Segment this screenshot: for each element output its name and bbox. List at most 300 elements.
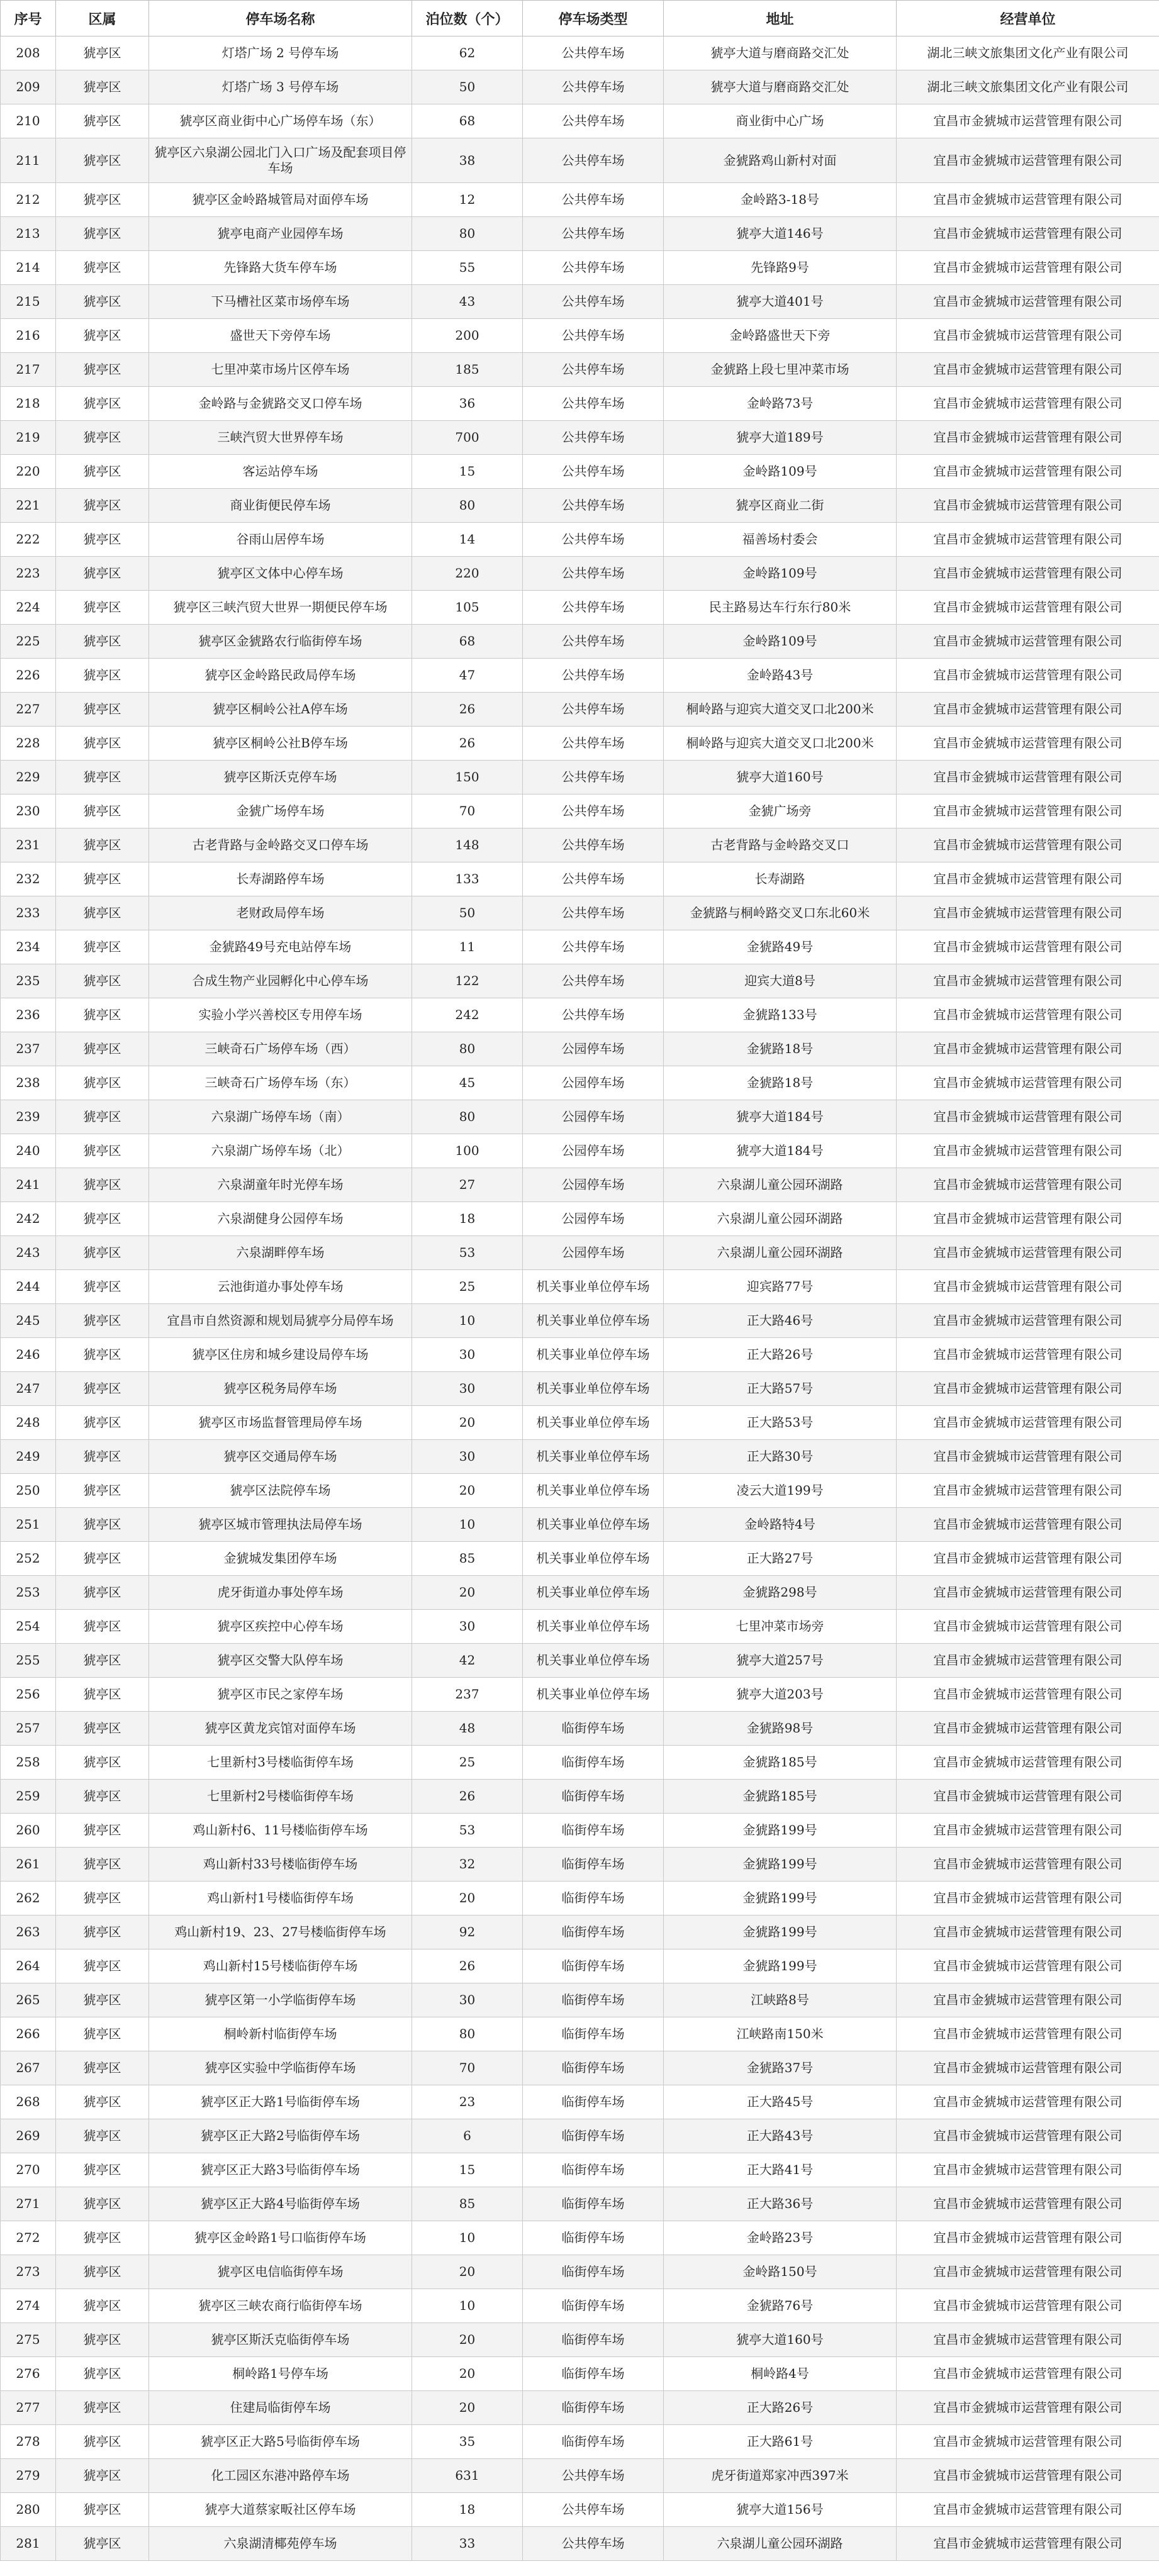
cell-spaces: 36 xyxy=(412,387,523,421)
table-row xyxy=(1,1610,1159,1644)
cell-name: 商业街便民停车场 xyxy=(149,489,412,523)
cell-district: 猇亭区 xyxy=(56,1100,149,1134)
cell-address: 先锋路9号 xyxy=(664,251,897,285)
cell-operator: 宜昌市金猇城市运营管理有限公司 xyxy=(897,1270,1159,1304)
cell-operator: 宜昌市金猇城市运营管理有限公司 xyxy=(897,1848,1159,1882)
cell-district: 猇亭区 xyxy=(56,1474,149,1508)
cell-spaces: 42 xyxy=(412,1644,523,1678)
cell-operator: 宜昌市金猇城市运营管理有限公司 xyxy=(897,2493,1159,2527)
cell-type: 公共停车场 xyxy=(523,2493,664,2527)
cell-index: 222 xyxy=(1,523,56,557)
cell-type: 公共停车场 xyxy=(523,36,664,70)
cell-address: 桐岭路与迎宾大道交叉口北200米 xyxy=(664,693,897,727)
cell-district: 猇亭区 xyxy=(56,1134,149,1168)
col-header-operator: 经营单位 xyxy=(897,1,1159,36)
cell-address: 金岭路109号 xyxy=(664,557,897,591)
cell-name: 猇亭区金猇路农行临街停车场 xyxy=(149,625,412,659)
cell-type: 公共停车场 xyxy=(523,2527,664,2561)
cell-address: 凌云大道199号 xyxy=(664,1474,897,1508)
cell-index: 252 xyxy=(1,1542,56,1576)
table-row xyxy=(1,896,1159,930)
cell-spaces: 53 xyxy=(412,1814,523,1848)
table-row xyxy=(1,1372,1159,1406)
cell-district: 猇亭区 xyxy=(56,964,149,998)
cell-district: 猇亭区 xyxy=(56,2493,149,2527)
col-header-district: 区属 xyxy=(56,1,149,36)
cell-address: 六泉湖儿童公园环湖路 xyxy=(664,1168,897,1202)
cell-index: 268 xyxy=(1,2085,56,2119)
table-row xyxy=(1,217,1159,251)
cell-type: 公共停车场 xyxy=(523,998,664,1032)
cell-spaces: 80 xyxy=(412,1100,523,1134)
cell-operator: 宜昌市金猇城市运营管理有限公司 xyxy=(897,2459,1159,2493)
table-row xyxy=(1,2323,1159,2357)
cell-operator: 宜昌市金猇城市运营管理有限公司 xyxy=(897,353,1159,387)
cell-name: 宜昌市自然资源和规划局猇亭分局停车场 xyxy=(149,1304,412,1338)
cell-type: 公共停车场 xyxy=(523,659,664,693)
cell-district: 猇亭区 xyxy=(56,693,149,727)
cell-operator: 宜昌市金猇城市运营管理有限公司 xyxy=(897,1066,1159,1100)
cell-spaces: 11 xyxy=(412,930,523,964)
table-row xyxy=(1,138,1159,183)
cell-address: 正大路61号 xyxy=(664,2425,897,2459)
cell-district: 猇亭区 xyxy=(56,557,149,591)
cell-spaces: 33 xyxy=(412,2527,523,2561)
cell-spaces: 631 xyxy=(412,2459,523,2493)
cell-spaces: 700 xyxy=(412,421,523,455)
cell-index: 238 xyxy=(1,1066,56,1100)
cell-spaces: 23 xyxy=(412,2085,523,2119)
table-row xyxy=(1,1508,1159,1542)
cell-type: 公园停车场 xyxy=(523,1168,664,1202)
cell-district: 猇亭区 xyxy=(56,285,149,319)
cell-address: 金猇路76号 xyxy=(664,2289,897,2323)
cell-spaces: 237 xyxy=(412,1678,523,1712)
cell-address: 金猇路37号 xyxy=(664,2051,897,2085)
cell-address: 正大路46号 xyxy=(664,1304,897,1338)
cell-district: 猇亭区 xyxy=(56,138,149,183)
cell-index: 224 xyxy=(1,591,56,625)
cell-name: 猇亭区正大路5号临街停车场 xyxy=(149,2425,412,2459)
table-row xyxy=(1,2493,1159,2527)
table-row xyxy=(1,1542,1159,1576)
cell-type: 公共停车场 xyxy=(523,183,664,217)
cell-spaces: 92 xyxy=(412,1915,523,1949)
cell-index: 225 xyxy=(1,625,56,659)
cell-spaces: 80 xyxy=(412,1032,523,1066)
cell-district: 猇亭区 xyxy=(56,36,149,70)
cell-district: 猇亭区 xyxy=(56,2289,149,2323)
cell-address: 金岭路109号 xyxy=(664,455,897,489)
cell-spaces: 10 xyxy=(412,1508,523,1542)
cell-spaces: 10 xyxy=(412,2221,523,2255)
cell-name: 猇亭区六泉湖公园北门入口广场及配套项目停车场 xyxy=(149,138,412,183)
cell-address: 金猇路鸡山新村对面 xyxy=(664,138,897,183)
cell-name: 盛世天下旁停车场 xyxy=(149,319,412,353)
cell-district: 猇亭区 xyxy=(56,1270,149,1304)
cell-index: 236 xyxy=(1,998,56,1032)
cell-spaces: 20 xyxy=(412,2255,523,2289)
table-row xyxy=(1,1983,1159,2017)
cell-district: 猇亭区 xyxy=(56,625,149,659)
cell-spaces: 38 xyxy=(412,138,523,183)
cell-name: 六泉湖清椰苑停车场 xyxy=(149,2527,412,2561)
cell-address: 猇亭大道160号 xyxy=(664,2323,897,2357)
cell-name: 鸡山新村6、11号楼临街停车场 xyxy=(149,1814,412,1848)
cell-index: 245 xyxy=(1,1304,56,1338)
cell-index: 235 xyxy=(1,964,56,998)
table-row xyxy=(1,761,1159,795)
table-row xyxy=(1,70,1159,104)
cell-spaces: 80 xyxy=(412,489,523,523)
cell-index: 215 xyxy=(1,285,56,319)
cell-operator: 宜昌市金猇城市运营管理有限公司 xyxy=(897,1542,1159,1576)
cell-spaces: 20 xyxy=(412,2323,523,2357)
cell-name: 猇亭区金岭路城管局对面停车场 xyxy=(149,183,412,217)
cell-name: 下马槽社区菜市场停车场 xyxy=(149,285,412,319)
cell-operator: 宜昌市金猇城市运营管理有限公司 xyxy=(897,1746,1159,1780)
cell-address: 金猇路18号 xyxy=(664,1066,897,1100)
cell-name: 云池街道办事处停车场 xyxy=(149,1270,412,1304)
cell-district: 猇亭区 xyxy=(56,1678,149,1712)
table-row xyxy=(1,1746,1159,1780)
cell-type: 机关事业单位停车场 xyxy=(523,1270,664,1304)
cell-index: 258 xyxy=(1,1746,56,1780)
cell-spaces: 20 xyxy=(412,1474,523,1508)
cell-type: 公共停车场 xyxy=(523,557,664,591)
table-row xyxy=(1,1100,1159,1134)
cell-type: 机关事业单位停车场 xyxy=(523,1440,664,1474)
cell-index: 251 xyxy=(1,1508,56,1542)
cell-spaces: 25 xyxy=(412,1270,523,1304)
cell-index: 218 xyxy=(1,387,56,421)
cell-name: 金猇路49号充电站停车场 xyxy=(149,930,412,964)
table-row xyxy=(1,964,1159,998)
cell-address: 猇亭大道184号 xyxy=(664,1100,897,1134)
cell-district: 猇亭区 xyxy=(56,2323,149,2357)
cell-operator: 宜昌市金猇城市运营管理有限公司 xyxy=(897,2119,1159,2153)
cell-operator: 宜昌市金猇城市运营管理有限公司 xyxy=(897,1168,1159,1202)
cell-type: 公园停车场 xyxy=(523,1066,664,1100)
cell-address: 正大路45号 xyxy=(664,2085,897,2119)
table-row xyxy=(1,625,1159,659)
cell-type: 临街停车场 xyxy=(523,1983,664,2017)
cell-operator: 宜昌市金猇城市运营管理有限公司 xyxy=(897,421,1159,455)
cell-type: 公共停车场 xyxy=(523,138,664,183)
cell-index: 259 xyxy=(1,1780,56,1814)
cell-operator: 宜昌市金猇城市运营管理有限公司 xyxy=(897,727,1159,761)
cell-index: 248 xyxy=(1,1406,56,1440)
cell-index: 260 xyxy=(1,1814,56,1848)
cell-name: 桐岭路1号停车场 xyxy=(149,2357,412,2391)
cell-district: 猇亭区 xyxy=(56,523,149,557)
cell-spaces: 20 xyxy=(412,2357,523,2391)
cell-operator: 宜昌市金猇城市运营管理有限公司 xyxy=(897,1236,1159,1270)
cell-type: 公共停车场 xyxy=(523,421,664,455)
cell-operator: 宜昌市金猇城市运营管理有限公司 xyxy=(897,251,1159,285)
cell-type: 公共停车场 xyxy=(523,387,664,421)
table-row xyxy=(1,693,1159,727)
cell-operator: 宜昌市金猇城市运营管理有限公司 xyxy=(897,1474,1159,1508)
cell-district: 猇亭区 xyxy=(56,2119,149,2153)
table-row xyxy=(1,387,1159,421)
cell-index: 237 xyxy=(1,1032,56,1066)
table-row xyxy=(1,828,1159,862)
cell-name: 猇亭区税务局停车场 xyxy=(149,1372,412,1406)
cell-name: 谷雨山居停车场 xyxy=(149,523,412,557)
cell-district: 猇亭区 xyxy=(56,761,149,795)
cell-spaces: 68 xyxy=(412,104,523,138)
cell-name: 三峡汽贸大世界停车场 xyxy=(149,421,412,455)
cell-name: 猇亭大道蔡家畈社区停车场 xyxy=(149,2493,412,2527)
cell-type: 公共停车场 xyxy=(523,896,664,930)
cell-spaces: 43 xyxy=(412,285,523,319)
cell-name: 猇亭电商产业园停车场 xyxy=(149,217,412,251)
cell-operator: 宜昌市金猇城市运营管理有限公司 xyxy=(897,1508,1159,1542)
cell-district: 猇亭区 xyxy=(56,455,149,489)
cell-index: 264 xyxy=(1,1949,56,1983)
cell-name: 六泉湖畔停车场 xyxy=(149,1236,412,1270)
cell-operator: 宜昌市金猇城市运营管理有限公司 xyxy=(897,2357,1159,2391)
cell-address: 金岭路109号 xyxy=(664,625,897,659)
cell-operator: 宜昌市金猇城市运营管理有限公司 xyxy=(897,761,1159,795)
cell-name: 金猇广场停车场 xyxy=(149,795,412,828)
cell-spaces: 30 xyxy=(412,1440,523,1474)
table-row xyxy=(1,1440,1159,1474)
cell-spaces: 47 xyxy=(412,659,523,693)
cell-name: 六泉湖童年时光停车场 xyxy=(149,1168,412,1202)
cell-spaces: 32 xyxy=(412,1848,523,1882)
cell-operator: 宜昌市金猇城市运营管理有限公司 xyxy=(897,896,1159,930)
cell-type: 公园停车场 xyxy=(523,1100,664,1134)
cell-operator: 宜昌市金猇城市运营管理有限公司 xyxy=(897,1576,1159,1610)
cell-district: 猇亭区 xyxy=(56,896,149,930)
cell-name: 猇亭区桐岭公社B停车场 xyxy=(149,727,412,761)
cell-address: 正大路26号 xyxy=(664,1338,897,1372)
cell-spaces: 15 xyxy=(412,455,523,489)
cell-address: 正大路36号 xyxy=(664,2187,897,2221)
cell-type: 临街停车场 xyxy=(523,2255,664,2289)
cell-name: 虎牙街道办事处停车场 xyxy=(149,1576,412,1610)
cell-name: 猇亭区正大路1号临街停车场 xyxy=(149,2085,412,2119)
table-row xyxy=(1,659,1159,693)
table-row xyxy=(1,1882,1159,1915)
cell-district: 猇亭区 xyxy=(56,104,149,138)
cell-operator: 宜昌市金猇城市运营管理有限公司 xyxy=(897,1440,1159,1474)
cell-type: 临街停车场 xyxy=(523,1949,664,1983)
cell-operator: 宜昌市金猇城市运营管理有限公司 xyxy=(897,1304,1159,1338)
cell-district: 猇亭区 xyxy=(56,2051,149,2085)
cell-address: 福善场村委会 xyxy=(664,523,897,557)
cell-index: 242 xyxy=(1,1202,56,1236)
table-row xyxy=(1,1066,1159,1100)
table-row xyxy=(1,2527,1159,2561)
cell-name: 猇亭区斯沃克临街停车场 xyxy=(149,2323,412,2357)
table-row xyxy=(1,104,1159,138)
table-row xyxy=(1,2085,1159,2119)
cell-name: 猇亭区正大路4号临街停车场 xyxy=(149,2187,412,2221)
table-row xyxy=(1,2255,1159,2289)
cell-type: 公共停车场 xyxy=(523,70,664,104)
cell-district: 猇亭区 xyxy=(56,930,149,964)
table-row xyxy=(1,1202,1159,1236)
cell-operator: 宜昌市金猇城市运营管理有限公司 xyxy=(897,2289,1159,2323)
table-row xyxy=(1,862,1159,896)
cell-spaces: 62 xyxy=(412,36,523,70)
cell-address: 金岭路盛世天下旁 xyxy=(664,319,897,353)
cell-type: 公共停车场 xyxy=(523,625,664,659)
cell-operator: 宜昌市金猇城市运营管理有限公司 xyxy=(897,557,1159,591)
cell-spaces: 105 xyxy=(412,591,523,625)
cell-type: 公园停车场 xyxy=(523,1032,664,1066)
cell-address: 金猇路199号 xyxy=(664,1915,897,1949)
cell-address: 金岭路43号 xyxy=(664,659,897,693)
cell-spaces: 20 xyxy=(412,2391,523,2425)
cell-operator: 宜昌市金猇城市运营管理有限公司 xyxy=(897,2255,1159,2289)
cell-spaces: 148 xyxy=(412,828,523,862)
cell-name: 猇亭区第一小学临街停车场 xyxy=(149,1983,412,2017)
cell-index: 269 xyxy=(1,2119,56,2153)
cell-district: 猇亭区 xyxy=(56,1168,149,1202)
cell-name: 合成生物产业园孵化中心停车场 xyxy=(149,964,412,998)
cell-district: 猇亭区 xyxy=(56,1610,149,1644)
cell-type: 公共停车场 xyxy=(523,930,664,964)
cell-spaces: 10 xyxy=(412,1304,523,1338)
cell-address: 金岭路23号 xyxy=(664,2221,897,2255)
cell-address: 江峡路南150米 xyxy=(664,2017,897,2051)
cell-district: 猇亭区 xyxy=(56,319,149,353)
cell-index: 257 xyxy=(1,1712,56,1746)
table-row xyxy=(1,727,1159,761)
cell-name: 猇亭区法院停车场 xyxy=(149,1474,412,1508)
cell-operator: 宜昌市金猇城市运营管理有限公司 xyxy=(897,1814,1159,1848)
cell-type: 公园停车场 xyxy=(523,1236,664,1270)
cell-operator: 宜昌市金猇城市运营管理有限公司 xyxy=(897,1678,1159,1712)
cell-operator: 宜昌市金猇城市运营管理有限公司 xyxy=(897,183,1159,217)
cell-spaces: 185 xyxy=(412,353,523,387)
cell-address: 正大路30号 xyxy=(664,1440,897,1474)
cell-address: 金猇路上段七里冲菜市场 xyxy=(664,353,897,387)
cell-district: 猇亭区 xyxy=(56,1780,149,1814)
cell-address: 六泉湖儿童公园环湖路 xyxy=(664,1236,897,1270)
table-row xyxy=(1,2051,1159,2085)
cell-district: 猇亭区 xyxy=(56,2391,149,2425)
cell-district: 猇亭区 xyxy=(56,828,149,862)
cell-address: 正大路53号 xyxy=(664,1406,897,1440)
cell-operator: 宜昌市金猇城市运营管理有限公司 xyxy=(897,2051,1159,2085)
cell-name: 鸡山新村1号楼临街停车场 xyxy=(149,1882,412,1915)
table-row xyxy=(1,591,1159,625)
cell-type: 临街停车场 xyxy=(523,2221,664,2255)
cell-operator: 宜昌市金猇城市运营管理有限公司 xyxy=(897,2391,1159,2425)
cell-type: 临街停车场 xyxy=(523,1848,664,1882)
cell-district: 猇亭区 xyxy=(56,2255,149,2289)
table-row xyxy=(1,998,1159,1032)
cell-type: 公共停车场 xyxy=(523,761,664,795)
cell-type: 临街停车场 xyxy=(523,2425,664,2459)
cell-district: 猇亭区 xyxy=(56,591,149,625)
col-header-type: 停车场类型 xyxy=(523,1,664,36)
cell-district: 猇亭区 xyxy=(56,1576,149,1610)
cell-index: 214 xyxy=(1,251,56,285)
cell-spaces: 20 xyxy=(412,1406,523,1440)
cell-type: 公共停车场 xyxy=(523,964,664,998)
cell-type: 公共停车场 xyxy=(523,251,664,285)
table-row xyxy=(1,1134,1159,1168)
table-row xyxy=(1,2391,1159,2425)
cell-index: 273 xyxy=(1,2255,56,2289)
cell-address: 猇亭大道与磨商路交汇处 xyxy=(664,70,897,104)
cell-address: 猇亭大道156号 xyxy=(664,2493,897,2527)
table-row xyxy=(1,1915,1159,1949)
cell-district: 猇亭区 xyxy=(56,421,149,455)
cell-address: 六泉湖儿童公园环湖路 xyxy=(664,1202,897,1236)
cell-spaces: 242 xyxy=(412,998,523,1032)
cell-district: 猇亭区 xyxy=(56,862,149,896)
cell-district: 猇亭区 xyxy=(56,659,149,693)
table-row xyxy=(1,1949,1159,1983)
cell-type: 临街停车场 xyxy=(523,2357,664,2391)
cell-address: 金猇路199号 xyxy=(664,1814,897,1848)
cell-spaces: 45 xyxy=(412,1066,523,1100)
cell-type: 公共停车场 xyxy=(523,727,664,761)
cell-district: 猇亭区 xyxy=(56,727,149,761)
cell-operator: 宜昌市金猇城市运营管理有限公司 xyxy=(897,2527,1159,2561)
cell-index: 274 xyxy=(1,2289,56,2323)
cell-type: 公共停车场 xyxy=(523,795,664,828)
cell-district: 猇亭区 xyxy=(56,1338,149,1372)
cell-district: 猇亭区 xyxy=(56,998,149,1032)
cell-index: 220 xyxy=(1,455,56,489)
table-row xyxy=(1,2119,1159,2153)
cell-address: 金猇路185号 xyxy=(664,1746,897,1780)
cell-name: 六泉湖健身公园停车场 xyxy=(149,1202,412,1236)
cell-name: 古老背路与金岭路交叉口停车场 xyxy=(149,828,412,862)
cell-district: 猇亭区 xyxy=(56,1949,149,1983)
table-row xyxy=(1,1304,1159,1338)
cell-type: 临街停车场 xyxy=(523,2289,664,2323)
cell-type: 机关事业单位停车场 xyxy=(523,1542,664,1576)
cell-operator: 宜昌市金猇城市运营管理有限公司 xyxy=(897,1712,1159,1746)
cell-name: 猇亭区三峡农商行临街停车场 xyxy=(149,2289,412,2323)
cell-district: 猇亭区 xyxy=(56,1882,149,1915)
cell-index: 216 xyxy=(1,319,56,353)
cell-type: 公共停车场 xyxy=(523,353,664,387)
cell-type: 临街停车场 xyxy=(523,2085,664,2119)
cell-address: 金猇路与桐岭路交叉口东北60米 xyxy=(664,896,897,930)
cell-address: 迎宾路77号 xyxy=(664,1270,897,1304)
cell-name: 金岭路与金猇路交叉口停车场 xyxy=(149,387,412,421)
cell-district: 猇亭区 xyxy=(56,217,149,251)
table-row xyxy=(1,1270,1159,1304)
cell-district: 猇亭区 xyxy=(56,2187,149,2221)
cell-index: 261 xyxy=(1,1848,56,1882)
cell-name: 猇亭区黄龙宾馆对面停车场 xyxy=(149,1712,412,1746)
cell-address: 虎牙街道郑家冲西397米 xyxy=(664,2459,897,2493)
cell-type: 机关事业单位停车场 xyxy=(523,1576,664,1610)
cell-operator: 宜昌市金猇城市运营管理有限公司 xyxy=(897,1100,1159,1134)
cell-name: 桐岭新村临街停车场 xyxy=(149,2017,412,2051)
cell-type: 机关事业单位停车场 xyxy=(523,1508,664,1542)
cell-type: 临街停车场 xyxy=(523,1780,664,1814)
cell-name: 猇亭区商业街中心广场停车场（东） xyxy=(149,104,412,138)
cell-name: 先锋路大货车停车场 xyxy=(149,251,412,285)
cell-district: 猇亭区 xyxy=(56,2527,149,2561)
cell-index: 277 xyxy=(1,2391,56,2425)
cell-index: 281 xyxy=(1,2527,56,2561)
table-row xyxy=(1,251,1159,285)
cell-district: 猇亭区 xyxy=(56,70,149,104)
